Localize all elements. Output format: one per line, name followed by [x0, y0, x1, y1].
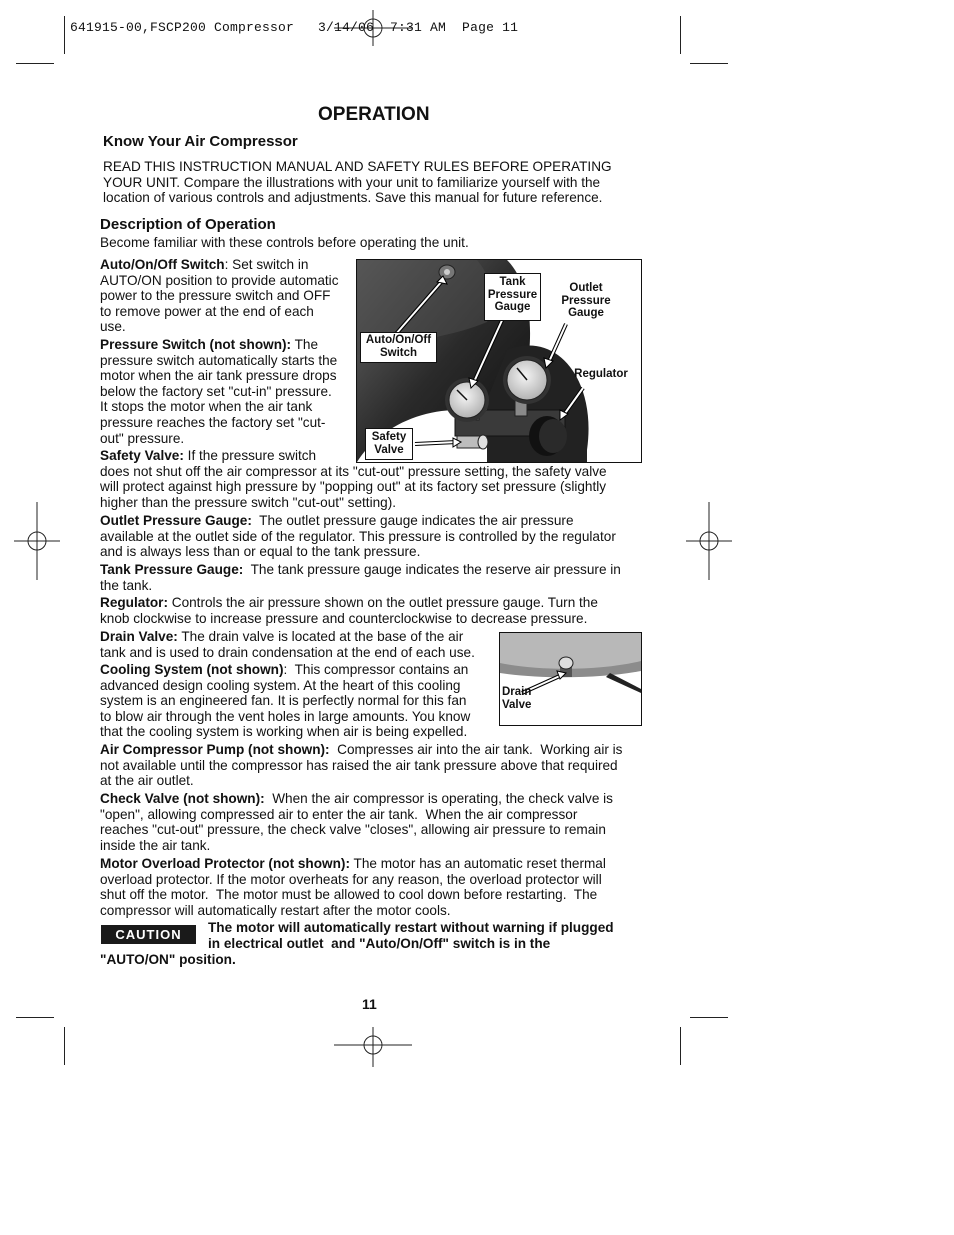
text-line: at the air outlet. — [100, 773, 194, 789]
callout-text: Tank — [499, 276, 526, 288]
text-line: the tank. — [100, 577, 153, 593]
term-label: Auto/On/Off Switch — [100, 257, 225, 272]
crop-mark — [690, 63, 728, 64]
text-line: If the pressure switch — [183, 448, 317, 463]
text-line: to blow air through the vent holes in large amounts. You know — [100, 708, 471, 724]
page-title: OPERATION — [318, 104, 430, 125]
callout-text: Regulator — [574, 368, 628, 380]
section-heading-description: Description of Operation — [100, 216, 276, 233]
term-label: Outlet Pressure Gauge: — [100, 513, 252, 528]
text-line: When the air compressor is operating, the check valve is — [264, 791, 613, 806]
text-line: The motor has an automatic reset thermal — [349, 856, 606, 871]
cooling-system-description — [100, 662, 495, 740]
crop-mark — [680, 16, 681, 54]
crop-mark — [64, 1027, 65, 1065]
callout-text: Pressure — [561, 294, 611, 307]
text-line: The — [291, 337, 319, 352]
outlet-gauge-description — [100, 513, 645, 560]
text-line: available at the outlet side of the regulator. This pressure is controlled by the regulator — [100, 528, 616, 544]
drain-valve-figure — [499, 632, 642, 726]
callout-text: Gauge — [494, 301, 531, 313]
text-line: reaches "cut-out" pressure, the check valve "closes", allowing air pressure to remain — [100, 822, 606, 838]
crop-mark — [680, 1027, 681, 1065]
pump-description — [100, 742, 652, 789]
text-line: shut off the motor. The motor must be allowed to cool down before restarting. The — [100, 887, 598, 903]
text-line: does not shut off the air compressor at its "cut-out" pressure setting, the safety valve — [100, 463, 607, 479]
auto-switch-description — [100, 257, 352, 335]
text-line: The drain valve is located at the base of the air — [177, 629, 464, 644]
term-label: Motor Overload Protector (not shown): — [100, 856, 350, 871]
registration-mark — [14, 502, 60, 580]
text-line: location of various controls and adjustments. Save this manual for future reference. — [103, 190, 603, 206]
text-line: The outlet pressure gauge indicates the air pressure — [251, 513, 574, 528]
registration-mark — [686, 502, 732, 580]
check-valve-description — [100, 791, 650, 853]
callout-regulator — [569, 368, 633, 381]
crop-mark — [16, 63, 54, 64]
pressure-switch-description — [100, 337, 352, 446]
controls-figure — [356, 259, 642, 463]
text-line: to remove power at the end of each — [100, 303, 314, 319]
term-label: Check Valve (not shown): — [100, 791, 265, 806]
callout-text: Safety — [371, 431, 407, 443]
text-line: below the factory set "cut-in" pressure. — [100, 383, 332, 399]
text-line: use. — [100, 319, 126, 335]
drain-valve-description — [100, 629, 495, 660]
page-number: 11 — [362, 996, 377, 1012]
callout-text: Valve — [374, 443, 404, 456]
term-label: Tank Pressure Gauge: — [100, 562, 244, 577]
term-label: Pressure Switch (not shown): — [100, 337, 292, 352]
text-line: advanced design cooling system. At the heart of this cooling — [100, 677, 461, 693]
callout-text: Auto/On/Off — [365, 334, 432, 346]
callout-drain-valve — [502, 686, 540, 711]
text-line: power to the pressure switch and OFF — [100, 288, 331, 304]
text-line: : This compressor contains an — [283, 662, 469, 677]
crop-mark — [16, 1017, 54, 1018]
intro-paragraph — [103, 159, 612, 206]
term-label: Regulator: — [100, 595, 168, 610]
text-line: AUTO/ON position to provide automatic — [100, 272, 339, 288]
text-line: : Set switch in — [224, 257, 309, 272]
text-line: "open", allowing compressed air to enter the air tank. When the air compressor — [100, 806, 578, 822]
caution-badge: CAUTION — [101, 925, 196, 944]
text-line: tank and is used to drain condensation at the end of each use. — [100, 644, 475, 660]
crop-mark — [64, 16, 65, 54]
overload-protector-description — [100, 856, 650, 918]
text-line: and is always less than or equal to the tank pressure. — [100, 544, 421, 560]
text-line: It stops the motor when the air tank — [100, 399, 313, 415]
text-line: pressure reaches the factory set "cut- — [100, 414, 326, 430]
text-line: READ THIS INSTRUCTION MANUAL AND SAFETY RULES BEFORE OPERATING — [103, 159, 612, 174]
text-line: in electrical outlet and "Auto/On/Off" switch is in the — [208, 935, 551, 951]
text-line: compressor will automatically restart after the motor cools. — [100, 902, 451, 918]
callout-text: Drain — [502, 686, 532, 698]
callout-text: Pressure — [487, 288, 538, 301]
callout-outlet-pressure-gauge — [557, 282, 615, 320]
callout-auto-switch — [360, 332, 437, 363]
callout-safety-valve — [365, 428, 413, 460]
drain-valve-illustration — [500, 633, 641, 725]
term-label: Cooling System (not shown) — [100, 662, 284, 677]
text-line: higher than the pressure switch "cut-out" setting). — [100, 494, 397, 510]
caution-text-end: "AUTO/ON" position. — [100, 952, 236, 967]
text-line: Compresses air into the air tank. Working air is — [329, 742, 623, 757]
text-line: that the cooling system is working when air is being expelled. — [100, 724, 468, 740]
section-heading-know: Know Your Air Compressor — [103, 133, 298, 150]
callout-text: Gauge — [568, 307, 604, 319]
print-slug: 641915-00,FSCP200 Compressor 3/14/06 7:31 AM Page 11 — [70, 20, 519, 35]
term-label: Drain Valve: — [100, 629, 178, 644]
callout-text: Outlet — [569, 282, 603, 294]
text-line: The tank pressure gauge indicates the reserve air pressure in — [243, 562, 621, 577]
tank-gauge-description — [100, 562, 650, 593]
callout-tank-pressure-gauge — [484, 273, 541, 321]
text-line: overload protector. If the motor overheats for any reason, the overload protector will — [100, 871, 602, 887]
text-line: Controls the air pressure shown on the outlet pressure gauge. Turn the — [167, 595, 598, 610]
term-label: Safety Valve: — [100, 448, 184, 463]
text-line: not available until the compressor has raised the air tank pressure above that required — [100, 757, 618, 773]
text-line: out" pressure. — [100, 430, 185, 446]
caution-text — [208, 920, 614, 951]
text-line: YOUR UNIT. Compare the illustrations with your unit to familiarize yourself with the — [103, 174, 601, 190]
text-line: knob clockwise to increase pressure and counterclockwise to decrease pressure. — [100, 610, 588, 626]
text-line: system is an engineered fan. It is perfectly normal for this fan — [100, 693, 467, 709]
registration-mark — [334, 1027, 412, 1067]
term-label: Air Compressor Pump (not shown): — [100, 742, 330, 757]
regulator-description — [100, 595, 645, 626]
text-line: inside the air tank. — [100, 837, 211, 853]
crop-mark — [690, 1017, 728, 1018]
text-line: The motor will automatically restart without warning if plugged — [208, 920, 614, 935]
callout-text: Switch — [379, 346, 418, 359]
callout-text: Valve — [502, 698, 532, 711]
section-intro: Become familiar with these controls before operating the unit. — [100, 235, 469, 250]
text-line: pressure switch automatically starts the — [100, 352, 338, 368]
text-line: will protect against high pressure by "popping out" at its factory set pressure (slightly — [100, 479, 607, 495]
text-line: motor when the air tank pressure drops — [100, 368, 337, 384]
